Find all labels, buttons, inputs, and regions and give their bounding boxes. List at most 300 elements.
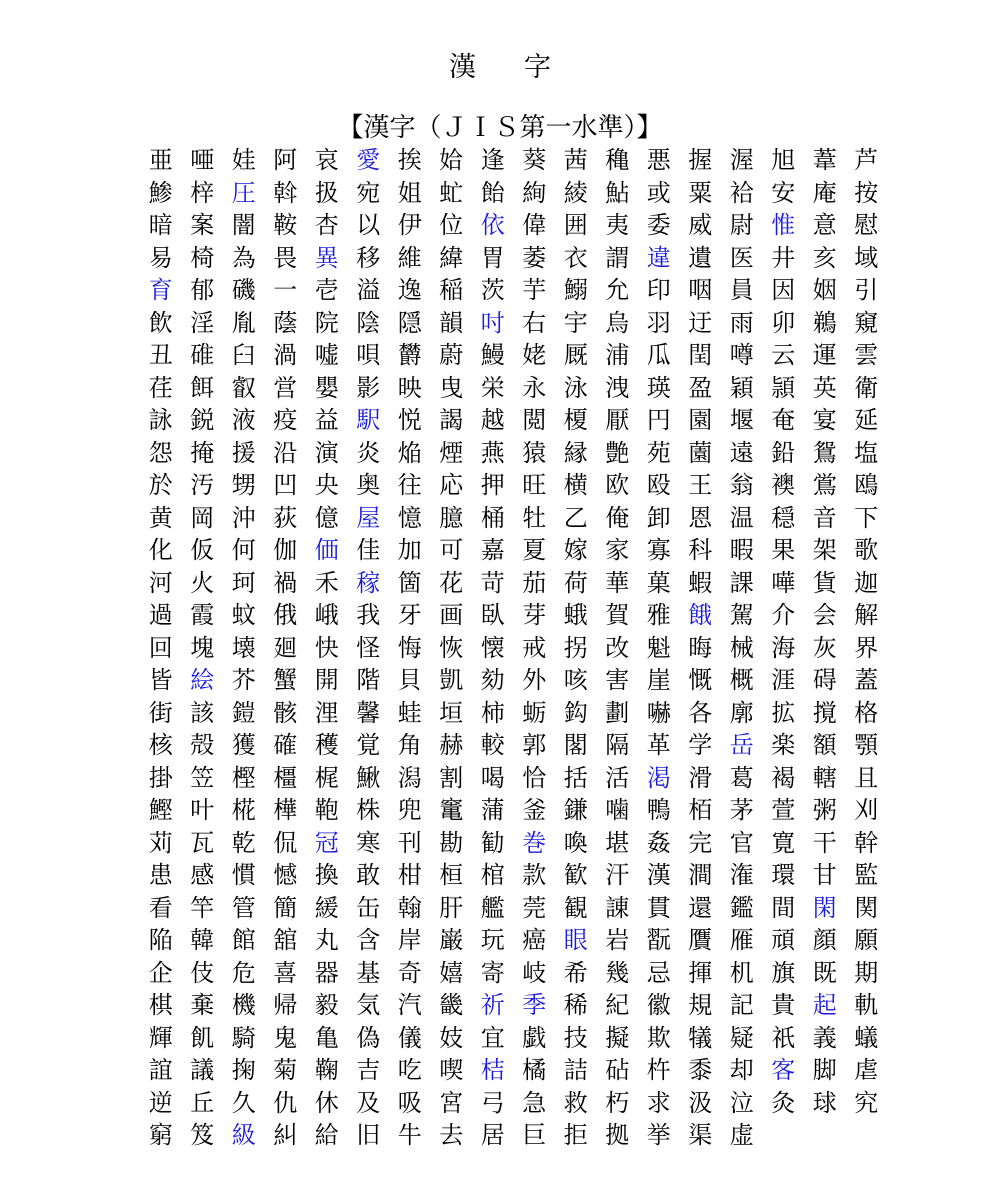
kanji-cell: 既 — [812, 958, 837, 987]
kanji-cell: 勘 — [439, 828, 464, 857]
kanji-cell: 鋭 — [190, 406, 215, 434]
kanji-cell: 瓦 — [190, 828, 215, 857]
kanji-cell: 晦 — [688, 633, 713, 662]
kanji-cell: 院 — [314, 308, 339, 337]
kanji-cell: 畿 — [439, 991, 464, 1019]
kanji-cell: 旗 — [771, 958, 796, 987]
kanji-cell: 唄 — [356, 341, 381, 369]
kanji-cell: 較 — [480, 731, 505, 759]
kanji-cell: 鴨 — [646, 796, 671, 824]
kanji-cell: 課 — [729, 568, 754, 597]
kanji-cell: 灰 — [812, 633, 837, 662]
kanji-cell: 鴎 — [854, 471, 879, 499]
kanji-cell: 潅 — [729, 861, 754, 889]
kanji-cell: 赫 — [439, 731, 464, 759]
kanji-cell: 苑 — [646, 438, 671, 467]
kanji-cell: 詠 — [148, 406, 173, 434]
kanji-cell: 汲 — [688, 1088, 713, 1117]
kanji-cell: 援 — [231, 438, 256, 467]
kanji-cell: 久 — [231, 1088, 256, 1117]
kanji-cell: 温 — [729, 503, 754, 532]
kanji-cell: 泣 — [729, 1088, 754, 1117]
kanji-cell: 塩 — [854, 438, 879, 467]
kanji-cell: 幹 — [854, 828, 879, 857]
kanji-cell: 逆 — [148, 1088, 173, 1117]
kanji-cell: 祇 — [771, 1023, 796, 1052]
kanji-cell: 虐 — [854, 1056, 879, 1084]
kanji-cell: 委 — [646, 211, 671, 239]
kanji-cell-highlighted: 餓 — [688, 601, 713, 629]
kanji-cell: 液 — [231, 406, 256, 434]
kanji-cell: 蟹 — [273, 666, 298, 694]
kanji-cell: 竿 — [190, 893, 215, 922]
kanji-cell: 奥 — [356, 471, 381, 499]
kanji-cell: 蒲 — [480, 796, 505, 824]
kanji-cell: 活 — [605, 763, 630, 792]
kanji-cell: 加 — [397, 536, 422, 564]
kanji-cell: 閏 — [688, 341, 713, 369]
kanji-cell: 雲 — [854, 341, 879, 369]
kanji-cell: 域 — [854, 243, 879, 272]
kanji-cell: 俄 — [273, 601, 298, 629]
kanji-cell: 害 — [605, 666, 630, 694]
kanji-cell: 杏 — [314, 211, 339, 239]
kanji-cell: 苛 — [480, 568, 505, 597]
kanji-cell: 胃 — [480, 243, 505, 272]
kanji-cell: 艶 — [605, 438, 630, 467]
kanji-cell: 甥 — [231, 471, 256, 499]
kanji-cell: 緯 — [439, 243, 464, 272]
kanji-cell: 穐 — [605, 146, 630, 174]
kanji-cell: 雁 — [729, 926, 754, 954]
kanji-cell-highlighted: 岳 — [729, 731, 754, 759]
kanji-cell: 確 — [273, 731, 298, 759]
kanji-cell: 桶 — [480, 503, 505, 532]
kanji-cell: 芽 — [522, 601, 547, 629]
kanji-cell: 兜 — [397, 796, 422, 824]
kanji-cell: 亥 — [812, 243, 837, 272]
kanji-cell: 葛 — [729, 763, 754, 792]
kanji-cell: 浦 — [605, 341, 630, 369]
kanji-cell: 栄 — [480, 373, 505, 402]
kanji-cell: 汚 — [190, 471, 215, 499]
kanji-cell-highlighted: 吋 — [480, 308, 505, 337]
kanji-cell: 荻 — [273, 503, 298, 532]
kanji-cell: 哀 — [314, 146, 339, 174]
kanji-cell: 俺 — [605, 503, 630, 532]
kanji-cell: 羽 — [646, 308, 671, 337]
kanji-cell: 隠 — [397, 308, 422, 337]
kanji-cell: 磯 — [231, 276, 256, 304]
kanji-cell: 火 — [190, 568, 215, 597]
kanji-cell: 完 — [688, 828, 713, 857]
kanji-cell: 器 — [314, 958, 339, 987]
kanji-cell: 掬 — [231, 1056, 256, 1084]
kanji-cell: 茨 — [480, 276, 505, 304]
kanji-cell: 渠 — [688, 1121, 713, 1149]
kanji-cell: 寒 — [356, 828, 381, 857]
kanji-cell: 綾 — [563, 178, 588, 207]
kanji-cell: 鎌 — [563, 796, 588, 824]
kanji-cell: 崖 — [646, 666, 671, 694]
kanji-cell: 寛 — [771, 828, 796, 857]
kanji-cell: 越 — [480, 406, 505, 434]
kanji-cell: 庵 — [812, 178, 837, 207]
kanji-cell: 鰍 — [356, 763, 381, 792]
kanji-cell: 喚 — [563, 828, 588, 857]
kanji-cell: 貨 — [812, 568, 837, 597]
kanji-cell: 巨 — [522, 1121, 547, 1149]
kanji-cell: 刈 — [854, 796, 879, 824]
kanji-cell: 却 — [729, 1056, 754, 1084]
kanji-cell: 柑 — [397, 861, 422, 889]
kanji-cell: 牛 — [397, 1121, 422, 1149]
kanji-cell: 澗 — [688, 861, 713, 889]
kanji-cell: 記 — [729, 991, 754, 1019]
kanji-cell-highlighted: 眼 — [563, 926, 588, 954]
kanji-cell: 橿 — [273, 763, 298, 792]
kanji-cell: 嘘 — [314, 341, 339, 369]
kanji-cell: 汗 — [605, 861, 630, 889]
kanji-cell: 去 — [439, 1121, 464, 1149]
kanji-cell-highlighted: 育 — [148, 276, 173, 304]
kanji-cell: 禾 — [314, 568, 339, 597]
kanji-cell: 鴛 — [812, 438, 837, 467]
kanji-cell: 衣 — [563, 243, 588, 272]
kanji-cell: 過 — [148, 601, 173, 629]
kanji-cell: 貝 — [397, 666, 422, 694]
kanji-cell: 橘 — [522, 1056, 547, 1084]
kanji-cell: 陥 — [148, 926, 173, 954]
kanji-cell: 丑 — [148, 341, 173, 369]
kanji-cell: 含 — [356, 926, 381, 954]
kanji-cell: 給 — [314, 1121, 339, 1149]
kanji-cell: 滑 — [688, 763, 713, 792]
kanji-cell: 鉛 — [771, 438, 796, 467]
kanji-cell: 戯 — [522, 1023, 547, 1052]
kanji-cell: 貴 — [771, 991, 796, 1019]
kanji-cell: 郁 — [190, 276, 215, 304]
kanji-cell: 英 — [812, 373, 837, 402]
kanji-cell: 轄 — [812, 763, 837, 792]
kanji-cell: 偉 — [522, 211, 547, 239]
kanji-cell: 嫁 — [563, 536, 588, 564]
kanji-cell: 恰 — [522, 763, 547, 792]
kanji-cell: 勧 — [480, 828, 505, 857]
kanji-cell: 逢 — [480, 146, 505, 174]
kanji-cell: 飲 — [148, 308, 173, 337]
kanji-cell: 技 — [563, 1023, 588, 1052]
kanji-cell: 臼 — [231, 341, 256, 369]
kanji-cell: 卸 — [646, 503, 671, 532]
kanji-cell: 毅 — [314, 991, 339, 1019]
kanji-cell: 蟻 — [854, 1023, 879, 1052]
kanji-cell: 堪 — [605, 828, 630, 857]
kanji-cell: 衛 — [854, 373, 879, 402]
kanji-cell: 鎧 — [231, 698, 256, 727]
kanji-cell: 旧 — [356, 1121, 381, 1149]
kanji-cell: 款 — [522, 861, 547, 889]
kanji-cell: 嬉 — [439, 958, 464, 987]
kanji-cell: 館 — [231, 926, 256, 954]
kanji-cell: 吸 — [397, 1088, 422, 1117]
kanji-cell: 格 — [854, 698, 879, 727]
kanji-cell: 洩 — [605, 373, 630, 402]
kanji-cell: 雨 — [729, 308, 754, 337]
kanji-cell: 儀 — [397, 1023, 422, 1052]
kanji-cell: 姶 — [439, 146, 464, 174]
kanji-cell: 菓 — [646, 568, 671, 597]
kanji-cell: 環 — [771, 861, 796, 889]
kanji-cell: 寄 — [480, 958, 505, 987]
kanji-cell: 暇 — [729, 536, 754, 564]
kanji-cell: 華 — [605, 568, 630, 597]
kanji-cell: 欺 — [646, 1023, 671, 1052]
kanji-cell: 鰻 — [480, 341, 505, 369]
kanji-cell: 規 — [688, 991, 713, 1019]
kanji-cell: 吃 — [397, 1056, 422, 1084]
kanji-cell: 韻 — [439, 308, 464, 337]
kanji-cell: 宮 — [439, 1088, 464, 1117]
kanji-cell: 看 — [148, 893, 173, 922]
kanji-cell: 核 — [148, 731, 173, 759]
kanji-cell: 影 — [356, 373, 381, 402]
kanji-cell: 胤 — [231, 308, 256, 337]
kanji-cell: 拐 — [563, 633, 588, 662]
kanji-cell: 蝦 — [688, 568, 713, 597]
kanji-cell: 押 — [480, 471, 505, 499]
kanji-cell: 凱 — [439, 666, 464, 694]
kanji-cell: 該 — [190, 698, 215, 727]
kanji-cell: 宛 — [356, 178, 381, 207]
kanji-cell: 魁 — [646, 633, 671, 662]
kanji-cell: 鰯 — [563, 276, 588, 304]
kanji-cell: 可 — [439, 536, 464, 564]
kanji-cell: 挙 — [646, 1121, 671, 1149]
kanji-cell: 楽 — [771, 731, 796, 759]
kanji-cell: 易 — [148, 243, 173, 272]
kanji-cell: 閲 — [522, 406, 547, 434]
kanji-cell: 竃 — [439, 796, 464, 824]
kanji-cell: 為 — [231, 243, 256, 272]
kanji-cell: 管 — [231, 893, 256, 922]
kanji-cell: 臆 — [439, 503, 464, 532]
kanji-cell: 喝 — [480, 763, 505, 792]
kanji-cell: 間 — [771, 893, 796, 922]
kanji-cell-highlighted: 惟 — [771, 211, 796, 239]
kanji-cell: 嬰 — [314, 373, 339, 402]
kanji-cell: 焔 — [397, 438, 422, 467]
kanji-cell: 刊 — [397, 828, 422, 857]
kanji-cell: 棺 — [480, 861, 505, 889]
kanji-cell: 樺 — [273, 796, 298, 824]
kanji-cell: 欝 — [397, 341, 422, 369]
kanji-cell: 革 — [646, 731, 671, 759]
kanji-cell: 侃 — [273, 828, 298, 857]
kanji-cell: 軌 — [854, 991, 879, 1019]
kanji-cell: 割 — [439, 763, 464, 792]
kanji-cell: 鮎 — [605, 178, 630, 207]
kanji-cell: 猿 — [522, 438, 547, 467]
kanji-cell: 襖 — [771, 471, 796, 499]
kanji-cell: 允 — [605, 276, 630, 304]
kanji-cell: 汽 — [397, 991, 422, 1019]
kanji-cell: 回 — [148, 633, 173, 662]
kanji-cell: 砧 — [605, 1056, 630, 1084]
kanji-cell: 粥 — [812, 796, 837, 824]
kanji-cell: 於 — [148, 471, 173, 499]
kanji-cell: 賀 — [605, 601, 630, 629]
kanji-cell: 机 — [729, 958, 754, 987]
kanji-cell: 吉 — [356, 1056, 381, 1084]
kanji-cell: 郭 — [522, 731, 547, 759]
kanji-cell: 奇 — [397, 958, 422, 987]
kanji-cell: 揮 — [688, 958, 713, 987]
kanji-cell: 解 — [854, 601, 879, 629]
kanji-cell: 各 — [688, 698, 713, 727]
kanji-cell: 沖 — [231, 503, 256, 532]
kanji-cell: 帰 — [273, 991, 298, 1019]
kanji-cell: 怨 — [148, 438, 173, 467]
kanji-cell: 黍 — [688, 1056, 713, 1084]
kanji-cell: 一 — [273, 276, 298, 304]
kanji-cell: 虻 — [439, 178, 464, 207]
kanji-cell: 或 — [646, 178, 671, 207]
kanji-cell: 慰 — [854, 211, 879, 239]
kanji-cell: 謁 — [439, 406, 464, 434]
kanji-cell: 歓 — [563, 861, 588, 889]
kanji-cell: 苅 — [148, 828, 173, 857]
kanji-cell: 緩 — [314, 893, 339, 922]
kanji-cell: 柿 — [480, 698, 505, 727]
kanji-cell: 穏 — [771, 503, 796, 532]
kanji-cell: 伊 — [397, 211, 422, 239]
kanji-cell: 悦 — [397, 406, 422, 434]
kanji-cell: 糾 — [273, 1121, 298, 1149]
kanji-cell: 岩 — [605, 926, 630, 954]
kanji-cell-highlighted: 巻 — [522, 828, 547, 857]
kanji-cell: 弓 — [480, 1088, 505, 1117]
kanji-cell: 迦 — [854, 568, 879, 597]
kanji-cell: 意 — [812, 211, 837, 239]
kanji-cell: 頑 — [771, 926, 796, 954]
kanji-cell: 蛎 — [522, 698, 547, 727]
kanji-cell: 駕 — [729, 601, 754, 629]
kanji-cell: 稀 — [563, 991, 588, 1019]
kanji-cell: 学 — [688, 731, 713, 759]
kanji-cell: 煙 — [439, 438, 464, 467]
kanji-cell: 岸 — [397, 926, 422, 954]
kanji-cell: 扱 — [314, 178, 339, 207]
kanji-cell: 角 — [397, 731, 422, 759]
kanji-cell: 珂 — [231, 568, 256, 597]
kanji-cell: 骸 — [273, 698, 298, 727]
kanji-cell: 霞 — [190, 601, 215, 629]
kanji-cell: 缶 — [356, 893, 381, 922]
kanji-cell: 疑 — [729, 1023, 754, 1052]
kanji-cell: 烏 — [605, 308, 630, 337]
kanji-cell: 姻 — [812, 276, 837, 304]
kanji-cell: 居 — [480, 1121, 505, 1149]
kanji-cell-highlighted: 桔 — [480, 1056, 505, 1084]
kanji-cell: 機 — [231, 991, 256, 1019]
kanji-cell: 喜 — [273, 958, 298, 987]
kanji-cell: 笠 — [190, 763, 215, 792]
kanji-cell: 瑛 — [646, 373, 671, 402]
kanji-cell: 牙 — [397, 601, 422, 629]
kanji-cell: 干 — [812, 828, 837, 857]
kanji-cell: 球 — [812, 1088, 837, 1117]
kanji-cell: 叶 — [190, 796, 215, 824]
kanji-cell: 穎 — [729, 373, 754, 402]
kanji-cell: 黄 — [148, 503, 173, 532]
kanji-cell: 引 — [854, 276, 879, 304]
kanji-cell-highlighted: 客 — [771, 1056, 796, 1084]
kanji-cell: 医 — [729, 243, 754, 272]
kanji-cell: 妓 — [439, 1023, 464, 1052]
kanji-cell: 恩 — [688, 503, 713, 532]
kanji-cell: 禍 — [273, 568, 298, 597]
kanji-cell: 億 — [314, 503, 339, 532]
kanji-cell: 暗 — [148, 211, 173, 239]
kanji-cell: 泳 — [563, 373, 588, 402]
kanji-cell: 殻 — [190, 731, 215, 759]
kanji-cell: 葦 — [812, 146, 837, 174]
kanji-cell: 戒 — [522, 633, 547, 662]
kanji-cell: 安 — [771, 178, 796, 207]
kanji-cell: 垣 — [439, 698, 464, 727]
kanji-cell: 蔚 — [439, 341, 464, 369]
kanji-cell: 基 — [356, 958, 381, 987]
kanji-cell: 監 — [854, 861, 879, 889]
kanji-cell: 宴 — [812, 406, 837, 434]
kanji-cell: 奄 — [771, 406, 796, 434]
kanji-cell: 瓜 — [646, 341, 671, 369]
kanji-cell: 芥 — [231, 666, 256, 694]
kanji-cell: 騎 — [231, 1023, 256, 1052]
kanji-cell-highlighted: 愛 — [356, 146, 381, 174]
kanji-cell: 慨 — [688, 666, 713, 694]
kanji-cell: 撹 — [812, 698, 837, 727]
kanji-cell: 鴬 — [812, 471, 837, 499]
kanji-cell: 擬 — [605, 1023, 630, 1052]
kanji-cell: 覚 — [356, 731, 381, 759]
kanji-cell: 贋 — [688, 926, 713, 954]
kanji-cell: 夷 — [605, 211, 630, 239]
kanji-cell: 劃 — [605, 698, 630, 727]
kanji-cell: 噂 — [729, 341, 754, 369]
kanji-cell: 逸 — [397, 276, 422, 304]
kanji-cell: 蓋 — [854, 666, 879, 694]
kanji-cell: 朽 — [605, 1088, 630, 1117]
kanji-cell: 鯵 — [148, 178, 173, 207]
kanji-cell: 溢 — [356, 276, 381, 304]
kanji-cell: 家 — [605, 536, 630, 564]
kanji-cell: 央 — [314, 471, 339, 499]
kanji-cell: 碓 — [190, 341, 215, 369]
kanji-cell: 喫 — [439, 1056, 464, 1084]
kanji-cell: 岐 — [522, 958, 547, 987]
kanji-cell: 偽 — [356, 1023, 381, 1052]
kanji-cell: 鞍 — [273, 211, 298, 239]
kanji-cell: 榎 — [563, 406, 588, 434]
kanji-cell: 括 — [563, 763, 588, 792]
kanji-cell: 我 — [356, 601, 381, 629]
kanji-cell: 云 — [771, 341, 796, 369]
kanji-cell: 乙 — [563, 503, 588, 532]
kanji-cell: 亀 — [314, 1023, 339, 1052]
kanji-cell: 灸 — [771, 1088, 796, 1117]
